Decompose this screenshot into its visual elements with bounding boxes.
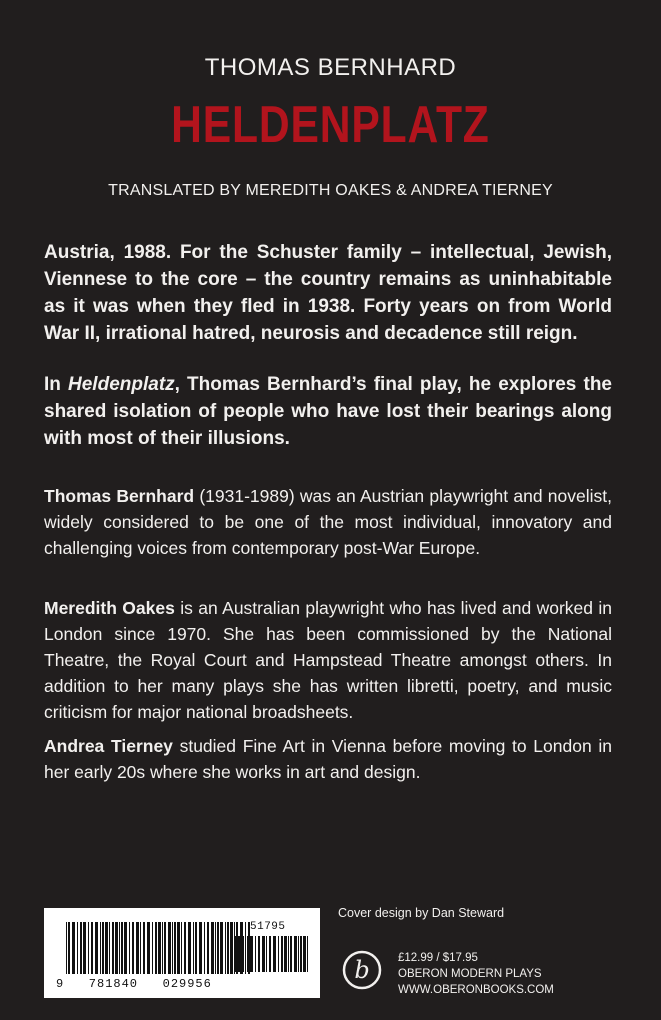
bio-text: (1931-1989) was an Austrian playwright and novelist, widely considered to be one of the most individual, innovatory and challenging voices from contemporary post-War Europe. [44,486,612,558]
publisher-info [398,950,554,998]
barcode-bar [80,922,82,974]
barcode-bar [266,936,267,972]
logo-letter: b [354,956,370,984]
blurb-p2-rest: , Thomas Bernhard’s final play, he explores the shared isolation of people who have lost their bearings along with most of their illusions. [44,374,612,449]
barcode-bar [155,922,157,974]
barcode-bar [250,936,253,972]
barcode-bar [255,936,256,972]
translators-credit: TRANSLATED BY MEREDITH OAKES & ANDREA TIERNEY [108,182,553,199]
barcode-bar [294,936,297,972]
barcode-bar [245,936,246,972]
play-title: HELDENPLATZ [171,96,490,154]
barcode-bar [105,922,108,974]
barcode-bar [83,922,86,974]
addon-barcode-bars [235,936,309,972]
barcode-bar [158,922,161,974]
barcode-bar [195,922,197,974]
barcode-bar [88,922,89,974]
barcode-bar [220,922,223,974]
barcode-bar [269,936,271,972]
barcode-bar [115,922,118,974]
barcode-bar [68,922,70,974]
barcode-bar [152,922,153,974]
barcode-bar [143,922,145,974]
barcode-bar [147,922,150,974]
barcode-bar [238,936,240,972]
barcode-bar [129,922,130,974]
barcode-bar [168,922,171,974]
blurb-p2-play-title: Heldenplatz [68,374,175,395]
barcode-bar [278,936,279,972]
bio-bernhard [44,483,612,561]
barcode-bar [184,922,186,974]
barcode-bar [217,922,219,974]
bio-text: is an Australian playwright who has lived and worked in London since 1970. She has been commissioned by the National Theatre, the Royal Court and Hampstead Theatre amongst others. In addition to her many plays she has written libretti, poetry, and music criticism for major national broadsheets. [44,598,613,722]
barcode-bar [258,936,260,972]
barcode-bar [72,922,75,974]
barcode-bar [174,922,176,974]
barcode-bar [230,922,233,974]
bio-name: Thomas Bernhard [44,486,195,506]
barcode-bar [241,936,244,972]
barcode-bar [177,922,180,974]
barcode-bar [193,922,194,974]
barcode-bar [199,922,202,974]
barcode-bar [227,922,229,974]
barcode-bar [204,922,205,974]
barcode-bar [109,922,110,974]
oberon-logo-icon [342,950,382,990]
barcode-bar [307,936,308,972]
barcode-bar [211,922,214,974]
blurb-p2-prefix: In [44,374,69,395]
barcode-bar [215,922,216,974]
barcode-bar [284,936,287,972]
barcode-bar [262,936,265,972]
blurb-paragraph-2 [44,371,612,452]
barcode-bar [181,922,182,974]
bio-oakes [44,595,612,725]
barcode-bar [281,936,283,972]
barcode [44,908,320,998]
barcode-bar [102,922,104,974]
barcode-bar [95,922,98,974]
barcode-bar [100,922,101,974]
author-name: THOMAS BERNHARD [204,54,457,81]
barcode-bar [77,922,78,974]
barcode-bar [273,936,276,972]
barcode-addon-number: 51795 [250,921,286,933]
isbn-digits: 9 781840 029956 [56,977,212,991]
barcode-bar [124,922,127,974]
barcode-bar [112,922,114,974]
barcode-bar [300,936,302,972]
barcode-bar [164,922,166,974]
barcode-bar [172,922,173,974]
barcode-bar [140,922,141,974]
barcode-bar [290,936,292,972]
barcode-bar [247,936,249,972]
barcode-bar [66,922,67,974]
barcode-bar [119,922,120,974]
series-name: OBERON MODERN PLAYS [398,968,542,980]
barcode-bar [235,936,236,972]
barcode-bar [121,922,123,974]
barcode-bar [132,922,134,974]
barcode-bar [136,922,139,974]
cover-design-credit: Cover design by Dan Steward [338,906,505,920]
isbn-barcode-bars [66,922,250,974]
bio-name: Andrea Tierney [44,736,173,756]
barcode-bar [303,936,306,972]
bio-name: Meredith Oakes [44,598,175,618]
bio-tierney [44,733,612,785]
barcode-bar [91,922,93,974]
barcode-bar [162,922,163,974]
barcode-bar [225,922,226,974]
blurb-paragraph-1: Austria, 1988. For the Schuster family – intellectual, Jewish, Viennese to the core – the country remains as uninhabitable as it was when they fled in 1938. Forty years on from World War II, irrational hatred, neurosis and decadence still reign. [44,242,612,344]
publisher-website: WWW.OBERONBOOKS.COM [398,984,554,996]
barcode-bar [288,936,289,972]
barcode-bar [188,922,191,974]
barcode-bar [298,936,299,972]
bio-text: studied Fine Art in Vienna before moving to London in her early 20s where she works in art and design. [44,736,612,782]
price: £12.99 / $17.95 [398,952,478,964]
barcode-bar [207,922,209,974]
